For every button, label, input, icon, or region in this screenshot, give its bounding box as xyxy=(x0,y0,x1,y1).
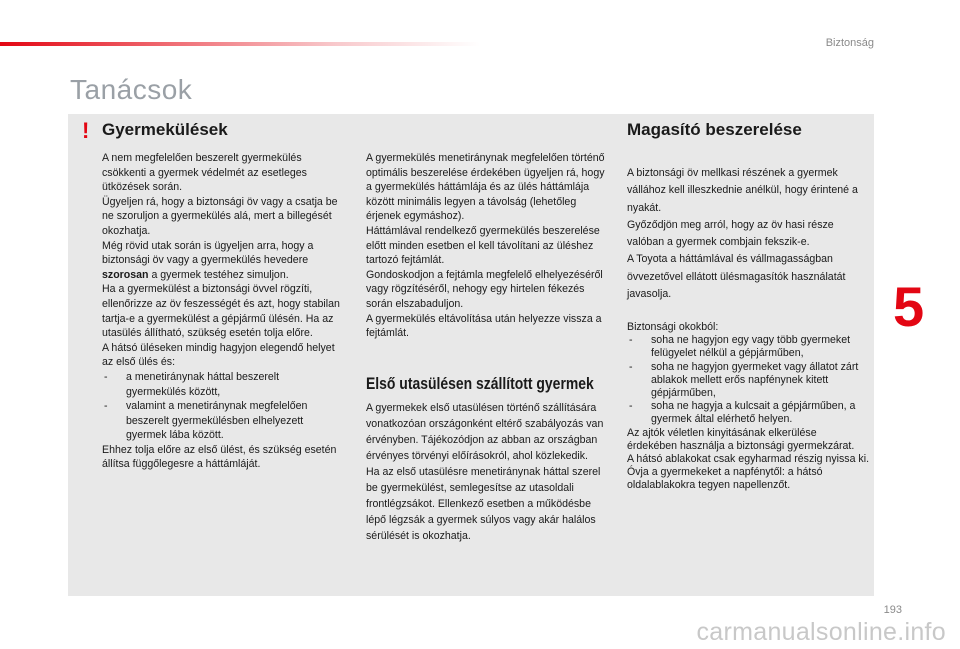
paragraph: Gondoskodjon a fejtámla megfelelő elhelyezéséről vagy rögzítéséről, nehogy egy hirtelen fékezés során elszabaduljon. xyxy=(366,268,603,310)
heading-booster-install: Magasító beszerelése xyxy=(627,120,802,139)
page-number: 193 xyxy=(883,604,902,616)
paragraph: A gyermekülés menetiránynak megfelelően történő optimális beszerelése érdekében ügyeljen rá, hogy a gyermekülés háttámlája és az ülés háttámlája között minimális legyen a távolság (lehetőleg érjenek egymáshoz). xyxy=(366,152,605,223)
list-item: - valamint a menetiránynak megfelelően beszerelt gyermekülésben elhelyezett gyermek lába között. xyxy=(102,399,342,443)
paragraph: A gyermekek első utasülésen történő szállítására vonatkozóan országonként eltérő szabályozás van érvényben. Tájékozódjon az abban az országban érvényes törvényi előírásokról, ahol közlekedik. xyxy=(366,402,604,462)
right-column xyxy=(627,165,869,303)
paragraph: A biztonsági öv mellkasi részének a gyermek vállához kell illeszkednie anélkül, hogy érintené a nyakát. xyxy=(627,167,858,214)
middle-column xyxy=(366,151,606,341)
bold-word: szorosan xyxy=(102,268,149,281)
section-label: Biztonság xyxy=(825,37,874,49)
paragraph: A hátsó üléseken mindig hagyjon elegendő helyet az első ülés és: xyxy=(102,341,335,369)
paragraph: Ha az első utasülésre menetiránynak háttal szerel be gyermekülést, semlegesítse az utasoldali frontlégzsákot. Ellenkező esetben a működésbe lépő légzsák a gyermek súlyos vagy akár halálos sérülését is okozhatja. xyxy=(366,466,601,542)
paragraph: Háttámlával rendelkező gyermekülés beszerelése előtt minden esetben el kell távolítani az üléshez tartozó fejtámlát. xyxy=(366,224,600,267)
paragraph: Biztonsági okokból: xyxy=(627,321,719,333)
middle-column-lower xyxy=(366,400,606,544)
paragraph: A nem megfelelően beszerelt gyermekülés csökkenti a gyermek védelmét az esetleges ütközések során. xyxy=(102,152,307,194)
paragraph: Óvja a gyermekeket a napfénytől: a hátsó oldalablakokra tegyen napellenzőt. xyxy=(627,466,823,492)
list-item: - soha ne hagyja a kulcsait a gépjárműben, a gyermek által elérhető helyen. xyxy=(627,400,869,426)
paragraph: A gyermekülés eltávolítása után helyezze vissza a fejtámlát. xyxy=(366,312,602,340)
warning-exclamation-icon: ! xyxy=(82,118,90,143)
page-title: Tanácsok xyxy=(70,74,193,105)
watermark: carmanualsonline.info xyxy=(696,618,946,646)
paragraph: A hátsó ablakokat csak egyharmad részig nyissa ki. xyxy=(627,453,870,466)
paragraph: Győződjön meg arról, hogy az öv hasi része valóban a gyermek combjain fekszik-e. xyxy=(627,218,834,249)
paragraph: Ha a gyermekülést a biztonsági övvel rögzíti, ellenőrizze az öv feszességét és azt, hogy stabilan tartja-e a gyermekülést a gépjármű ülésén. Ha az utasülés állítható, szükség esetén tolja előre. xyxy=(102,283,340,340)
list-item: - soha ne hagyjon egy vagy több gyermeket felügyelet nélkül a gépjárműben, xyxy=(627,334,869,360)
paragraph: A Toyota a háttámlával és vállmagasságban övvezetővel ellátott ülésmagasítók használatát javasolja. xyxy=(627,253,846,301)
header-rule xyxy=(0,42,480,46)
paragraph: Ügyeljen rá, hogy a biztonsági öv vagy a csatja be ne szoruljon a gyermekülés alá, mert a billegését okozhatja. xyxy=(102,195,338,237)
list-item: - soha ne hagyjon gyermeket vagy állatot zárt ablakok mellett erős napfénynek kitett gépjárműben, xyxy=(627,361,869,401)
paragraph: Még rövid utak során is ügyeljen arra, hogy a biztonsági öv vagy a gyermekülés hevedere szorosan a gyermek testéhez simuljon. xyxy=(102,239,314,281)
heading-front-passenger-child: Első utasülésen szállított gyermek xyxy=(366,374,594,393)
paragraph: Az ajtók véletlen kinyitásának elkerülése érdekében használja a biztonsági gyermekzárat. xyxy=(627,426,855,452)
right-column-lower xyxy=(627,321,869,493)
left-column xyxy=(102,151,342,472)
chapter-number: 5 xyxy=(893,275,925,338)
paragraph: Ehhez tolja előre az első ülést, és szükség esetén állítsa függőlegesre a háttámláját. xyxy=(102,443,337,471)
list-item: - a menetiránynak háttal beszerelt gyermekülés között, xyxy=(102,370,342,399)
heading-child-seats: Gyermekülések xyxy=(102,120,228,139)
